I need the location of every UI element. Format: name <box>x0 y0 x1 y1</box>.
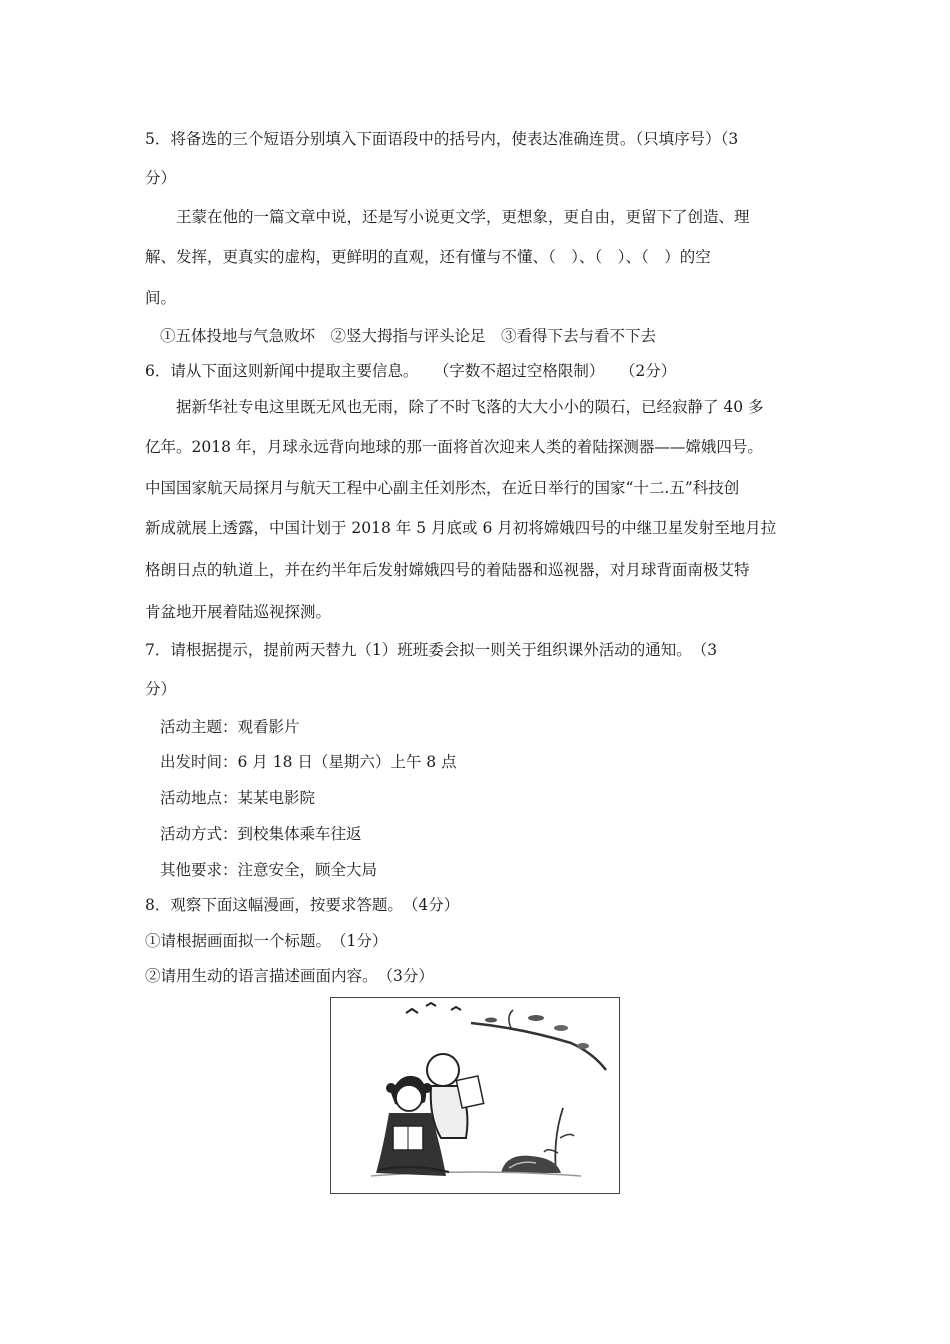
q5-passage-line2: 解、发挥，更真实的虚构，更鲜明的直观，还有懂与不懂、（ ）、（ ）、（ ）的空 <box>145 248 711 266</box>
q5-prompt-line2: 分） <box>145 169 177 187</box>
q6-news-line6: 肯盆地开展着陆巡视探测。 <box>145 603 332 621</box>
q6-prompt: 6．请从下面这则新闻中提取主要信息。 （字数不超过空格限制） （2分） <box>145 362 677 380</box>
q6-news-line5: 格朗日点的轨道上，并在约半年后发射嫦娥四号的着陆器和巡视器，对月球背面南极艾特 <box>145 561 750 579</box>
q6-news-line2: 亿年。2018 年，月球永远背向地球的那一面将首次迎来人类的着陆探测器——嫦娥四号。 <box>145 438 763 456</box>
q8-sub1: ①请根据画面拟一个标题。 （1分） <box>145 932 388 950</box>
q7-item-theme: 活动主题：观看影片 <box>160 718 300 736</box>
q6-news-line3: 中国国家航天局探月与航天工程中心副主任刘彤杰，在近日举行的国家“十二.五”科技创 <box>145 479 740 497</box>
q7-prompt-line2: 分） <box>145 680 177 698</box>
q7-item-method: 活动方式：到校集体乘车往返 <box>160 825 362 843</box>
cartoon-drawing <box>331 998 619 1193</box>
q8-prompt: 8．观察下面这幅漫画，按要求答题。 （4分） <box>145 896 460 914</box>
q6-news-line1: 据新华社专电这里既无风也无雨，除了不时飞落的大大小小的陨石，已经寂静了 40 多 <box>176 398 764 416</box>
q5-passage-line3: 间。 <box>145 289 177 307</box>
q6-news-line4: 新成就展上透露，中国计划于 2018 年 5 月底或 6 月初将嫦娥四号的中继卫星发射至地月拉 <box>145 519 777 537</box>
cartoon-illustration <box>330 997 620 1194</box>
q5-passage-line1: 王蒙在他的一篇文章中说，还是写小说更文学，更想象，更自由，更留下了创造、理 <box>176 208 750 226</box>
q7-item-time: 出发时间：6 月 18 日（星期六）上午 8 点 <box>160 753 457 771</box>
q5-options: ①五体投地与气急败坏 ②竖大拇指与评头论足 ③看得下去与看不下去 <box>160 327 657 345</box>
q7-item-place: 活动地点：某某电影院 <box>160 789 316 807</box>
q7-prompt-line1: 7．请根据提示，提前两天替九（1）班班委会拟一则关于组织课外活动的通知。 （3 <box>145 641 718 659</box>
q5-prompt-line1: 5．将备选的三个短语分别填入下面语段中的括号内，使表达准确连贯。（只填序号）（3 <box>145 130 739 148</box>
q7-item-requirements: 其他要求：注意安全，顾全大局 <box>160 861 378 879</box>
q8-sub2: ②请用生动的语言描述画面内容。 （3分） <box>145 967 434 985</box>
